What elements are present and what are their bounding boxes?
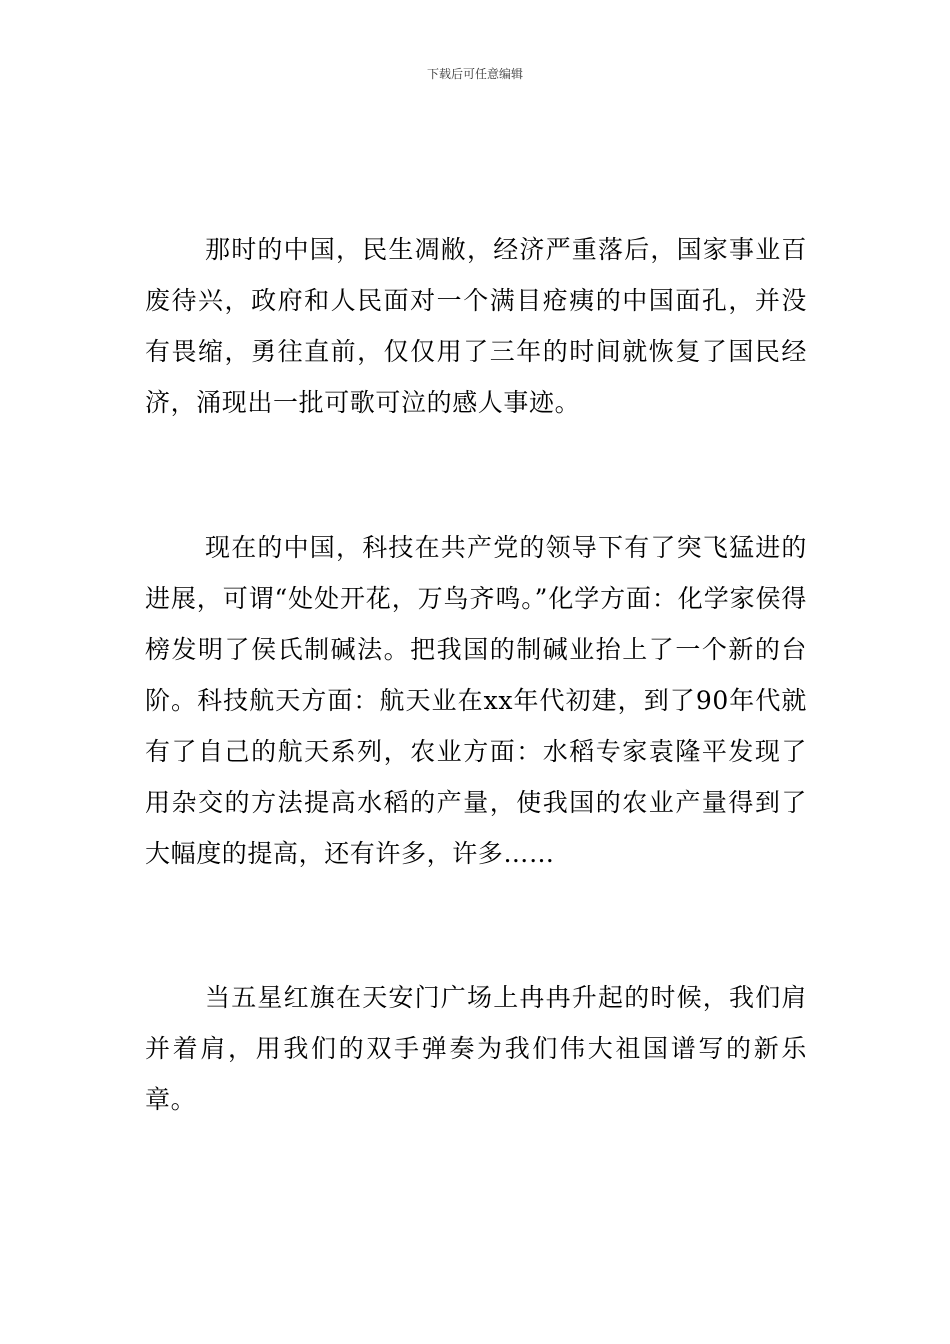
- paragraph-past-china: 那时的中国，民生凋敝，经济严重落后，国家事业百废待兴，政府和人民面对一个满目疮痍的中国面孔，并没有畏缩，勇往直前，仅仅用了三年的时间就恢复了国民经济，涌现出一批可歌可泣的感人事迹。: [145, 235, 807, 417]
- paragraph-modern-china: 现在的中国，科技在共产党的领导下有了突飞猛进的进展，可谓“处处开花，万鸟齐鸣。”化学方面：化学家侯得榜发明了侯氏制碱法。把我国的制碱业抬上了一个新的台阶。科技航天方面：航天业在xx年代初建，到了90年代就有了自己的航天系列，农业方面：水稻专家袁隆平发现了用杂交的方法提高水稻的产量，使我国的农业产量得到了大幅度的提高，还有许多，许多……: [145, 533, 807, 868]
- header-note: 下载后可任意编辑: [426, 67, 523, 81]
- paragraph-flag-raising: 当五星红旗在天安门广场上冉冉升起的时候，我们肩并着肩，用我们的双手弹奏为我们伟大祖国谱写的新乐章。: [145, 983, 807, 1114]
